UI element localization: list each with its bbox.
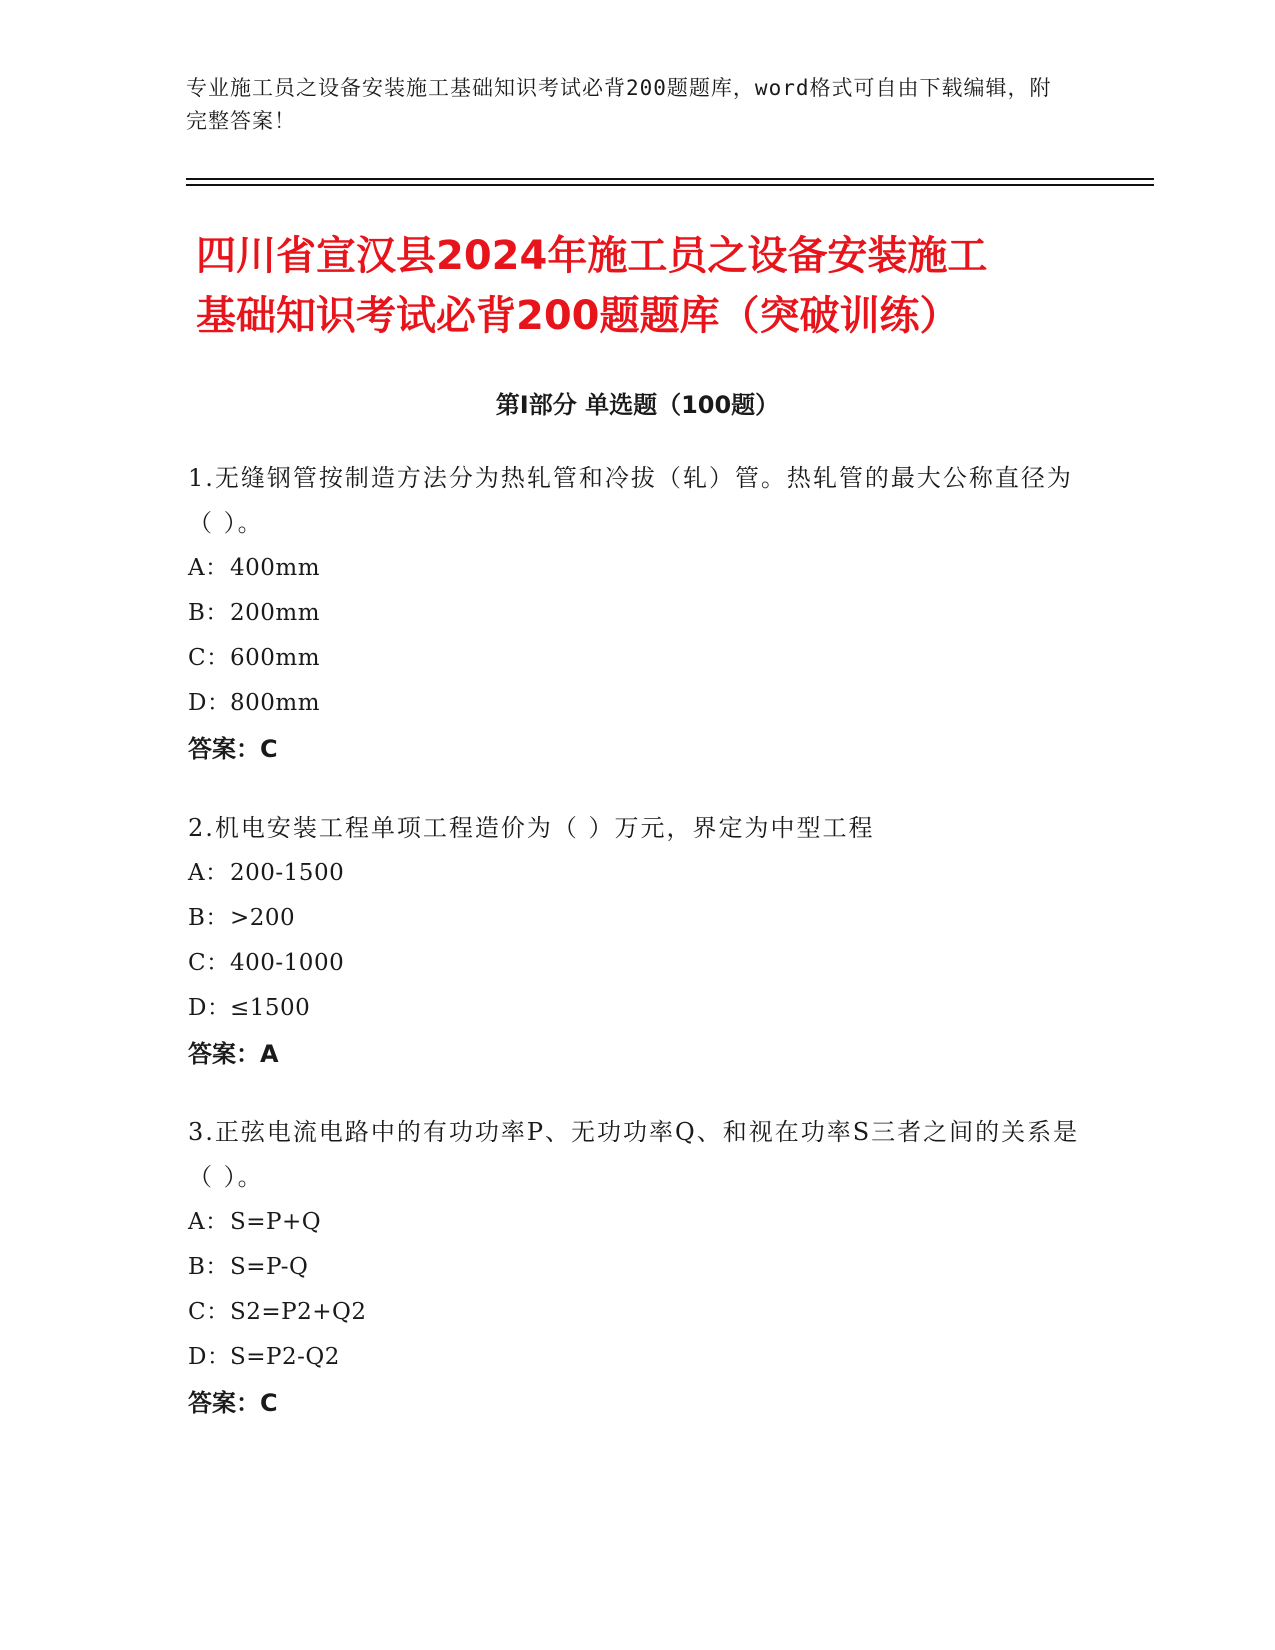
option-text: 400-1000	[230, 950, 345, 976]
option-text: 200-1500	[230, 860, 345, 886]
option-text: S=P-Q	[230, 1254, 309, 1280]
header-rule-top	[186, 178, 1154, 180]
option-d	[188, 1335, 1088, 1380]
page-title	[196, 226, 1096, 346]
option-a	[188, 546, 1088, 591]
option-letter: B：	[188, 600, 229, 626]
option-c	[188, 941, 1088, 986]
option-text: S=P2-Q2	[230, 1344, 340, 1370]
section-title: 第I部分 单选题（100题）	[495, 391, 780, 419]
header-rule-bottom	[186, 184, 1154, 186]
option-b	[188, 896, 1088, 941]
option-text: S2=P2+Q2	[230, 1299, 367, 1325]
question-stem: 2.机电安装工程单项工程造价为（ ）万元，界定为中型工程	[188, 814, 875, 842]
question-stem: 1.无缝钢管按制造方法分为热轧管和冷拔（轧）管。热轧管的最大公称直径为（ ）。	[188, 464, 1073, 537]
option-b	[188, 1245, 1088, 1290]
option-text: 800mm	[230, 690, 321, 716]
option-letter: C：	[188, 950, 230, 976]
question-stem: 3.正弦电流电路中的有功功率P、无功功率Q、和视在功率S三者之间的关系是（ ）。	[188, 1118, 1080, 1191]
option-letter: A：	[188, 1209, 229, 1235]
answer-label: 答案：A	[188, 1040, 279, 1068]
option-letter: B：	[188, 905, 229, 931]
answer-label: 答案：C	[188, 735, 278, 763]
question-3	[188, 1110, 1088, 1426]
answer-label: 答案：C	[188, 1389, 278, 1417]
option-letter: D：	[188, 1344, 231, 1370]
option-letter: B：	[188, 1254, 229, 1280]
option-text: 600mm	[230, 645, 321, 671]
option-letter: D：	[188, 690, 231, 716]
option-letter: C：	[188, 1299, 230, 1325]
header-note: 专业施工员之设备安装施工基础知识考试必背200题题库，word格式可自由下载编辑，附完整答案！	[186, 76, 1052, 133]
option-letter: C：	[188, 645, 230, 671]
option-a	[188, 1200, 1088, 1245]
question-1	[188, 456, 1088, 772]
option-letter: D：	[188, 995, 231, 1021]
option-b	[188, 591, 1088, 636]
page-title-line-1: 四川省宣汉县2024年施工员之设备安装施工	[196, 233, 988, 279]
option-text: 400mm	[230, 555, 321, 581]
option-letter: A：	[188, 860, 229, 886]
option-text: >200	[230, 905, 296, 931]
option-a	[188, 851, 1088, 896]
option-text: S=P+Q	[230, 1209, 322, 1235]
option-text: 200mm	[230, 600, 321, 626]
option-c	[188, 1290, 1088, 1335]
option-c	[188, 636, 1088, 681]
option-d	[188, 681, 1088, 726]
page-title-line-2: 基础知识考试必背200题题库（突破训练）	[196, 293, 960, 339]
option-d	[188, 986, 1088, 1031]
question-2	[188, 806, 1088, 1077]
option-letter: A：	[188, 555, 229, 581]
option-text: ≤1500	[230, 995, 311, 1021]
